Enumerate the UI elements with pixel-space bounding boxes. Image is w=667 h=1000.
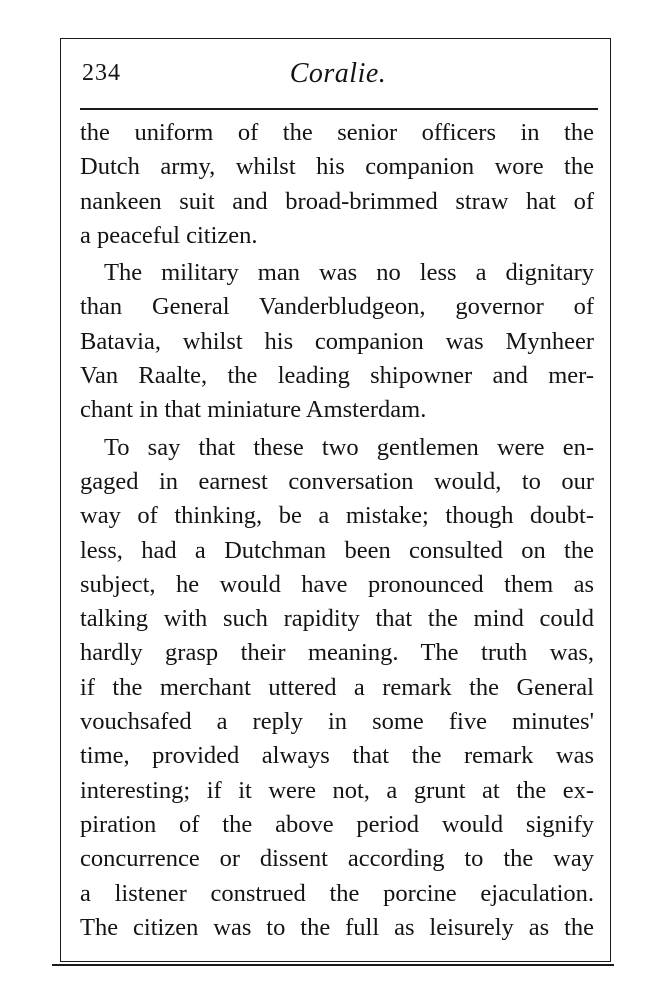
page-number: 234 [82,60,121,86]
running-header [78,58,598,98]
text-line: Van Raalte, the leading shipowner and mer- [80,362,594,390]
text-line: piration of the above period would signify [80,810,594,838]
text-line: the uniform of the senior officers in the [80,119,594,146]
header-rule [80,108,598,110]
text-line: if the merchant uttered a remark the General [80,673,594,701]
text-line: The military man was no less a dignitary [104,259,594,287]
text-line: gaged in earnest conversation would, to our [80,467,594,495]
text-line: Batavia, whilst his companion was Mynheer [80,327,594,355]
text-line: less, had a Dutchman been consulted on the [80,536,594,564]
running-title: Coralie. [289,58,387,89]
text-line: than General Vanderbludgeon, governor of [80,293,594,321]
text-line: way of thinking, be a mistake; though doubt- [80,502,594,530]
text-line: time, provided always that the remark was [80,742,594,770]
text-line: talking with such rapidity that the mind could [80,605,594,633]
text-line: To say that these two gentlemen were en- [104,433,594,461]
text-line: subject, he would have pronounced them as [80,570,594,598]
text-line: chant in that miniature Amsterdam. [80,396,427,424]
text-line: a peaceful citizen. [80,221,258,249]
body-text [80,116,594,945]
text-line: The citizen was to the full as leisurely as the [80,913,594,941]
text-line: hardly grasp their meaning. The truth was, [80,639,594,667]
text-line: Dutch army, whilst his companion wore the [80,153,594,181]
text-line: concurrence or dissent according to the way [80,845,594,873]
text-line: nankeen suit and broad-brimmed straw hat of [80,187,594,215]
page-border-bottom-rule [52,964,614,966]
text-line: interesting; if it were not, a grunt at the ex- [80,776,594,804]
text-line: a listener construed the porcine ejaculation. [80,879,594,907]
text-line: vouchsafed a reply in some five minutes' [80,708,594,736]
